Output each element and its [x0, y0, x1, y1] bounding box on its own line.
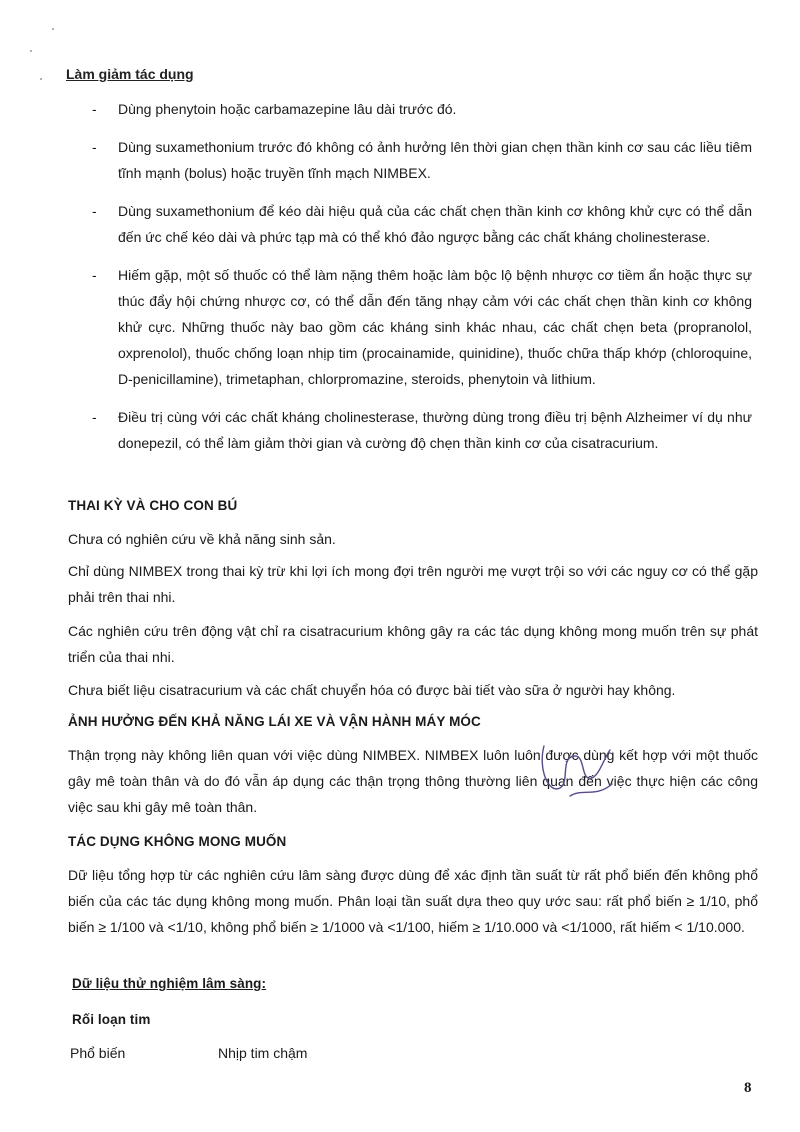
frequency-label: Phổ biến: [70, 1045, 126, 1061]
bullet-dash: -: [92, 267, 97, 283]
paragraph: Chưa có nghiên cứu về khả năng sinh sản.: [68, 531, 336, 547]
clinical-data-heading: Dữ liệu thử nghiệm lâm sàng:: [72, 976, 267, 991]
list-item: [92, 96, 752, 122]
interaction-list: [92, 96, 752, 468]
list-item-text: Dùng phenytoin hoặc carbamazepine lâu dài trước đó.: [118, 101, 457, 117]
pregnancy-heading: THAI KỲ VÀ CHO CON BÚ: [68, 498, 238, 513]
driving-heading: ẢNH HƯỞNG ĐẾN KHẢ NĂNG LÁI XE VÀ VẬN HÀNH MÁY MÓC: [68, 714, 481, 729]
bullet-dash: -: [92, 203, 97, 219]
adverse-effect-value: Nhịp tim chậm: [218, 1045, 308, 1061]
list-item-text: Dùng suxamethonium trước đó không có ảnh hưởng lên thời gian chẹn thần kinh cơ sau các liều tiêm tĩnh mạnh (bolus) hoặc truyền tĩnh mạch NIMBEX.: [118, 139, 752, 181]
bullet-dash: -: [92, 409, 97, 425]
section-subheading: Làm giảm tác dụng: [66, 66, 194, 82]
list-item: [92, 404, 752, 456]
category-heading: Rối loạn tim: [72, 1012, 151, 1027]
bullet-dash: -: [92, 139, 97, 155]
list-item: [92, 262, 752, 392]
signature-mark: [530, 738, 620, 808]
scan-speck: [52, 28, 54, 30]
list-item-text: Điều trị cùng với các chất kháng cholinesterase, thường dùng trong điều trị bệnh Alzheimer ví dụ như donepezil, có thể làm giảm thời gian và cường độ chẹn thần kinh cơ của cisatracurium.: [118, 409, 752, 451]
paragraph: Các nghiên cứu trên động vật chỉ ra cisatracurium không gây ra các tác dụng không mong muốn trên sự phát triển của thai nhi.: [68, 623, 758, 665]
paragraph: Chỉ dùng NIMBEX trong thai kỳ trừ khi lợi ích mong đợi trên người mẹ vượt trội so với các nguy cơ có thể gặp phải trên thai nhi.: [68, 563, 758, 605]
paragraph: Chưa biết liệu cisatracurium và các chất chuyển hóa có được bài tiết vào sữa ở người hay không.: [68, 682, 676, 698]
list-item: [92, 134, 752, 186]
paragraph: Thận trọng này không liên quan với việc dùng NIMBEX. NIMBEX luôn luôn được dùng kết hợp với một thuốc gây mê toàn thân và do đó vẫn áp dụng các thận trọng thông thường liên quan đến việc thực hiện các công việc sau khi gây mê toàn thân.: [68, 747, 758, 815]
scan-speck: [30, 50, 32, 52]
list-item-text: Dùng suxamethonium để kéo dài hiệu quả của các chất chẹn thần kinh cơ không khử cực có thể dẫn đến ức chế kéo dài và phức tạp mà có thể khó đảo ngược bằng các chất kháng cholinesterase.: [118, 203, 752, 245]
bullet-dash: -: [92, 101, 97, 117]
list-item: [92, 198, 752, 250]
page-number: 8: [744, 1080, 752, 1096]
paragraph: Dữ liệu tổng hợp từ các nghiên cứu lâm sàng được dùng để xác định tần suất từ rất phổ biến đến không phổ biến của các tác dụng không mong muốn. Phân loại tần suất dựa theo quy ước sau: rất phổ biến ≥ 1/10, phổ biến ≥ 1/100 và <1/10, không phổ biến ≥ 1/1000 và <1/100, hiếm ≥ 1/10.000 và <1/1000, rất hiếm < 1/10.000.: [68, 867, 758, 935]
list-item-text: Hiếm gặp, một số thuốc có thể làm nặng thêm hoặc làm bộc lộ bệnh nhược cơ tiềm ẩn hoặc thực sự thúc đẩy hội chứng nhược cơ, có thể dẫn đến tăng nhạy cảm với các chất chẹn thần kinh cơ không khử cực. Những thuốc này bao gồm các kháng sinh khác nhau, các chất chẹn beta (propranolol, oxprenolol), thuốc chống loạn nhịp tim (procainamide, quinidine), thuốc chữa thấp khớp (chloroquine, D-penicillamine), trimetaphan, chlorpromazine, steroids, phenytoin và lithium.: [118, 267, 752, 387]
scan-speck: [40, 78, 42, 80]
adverse-heading: TÁC DỤNG KHÔNG MONG MUỐN: [68, 834, 287, 849]
